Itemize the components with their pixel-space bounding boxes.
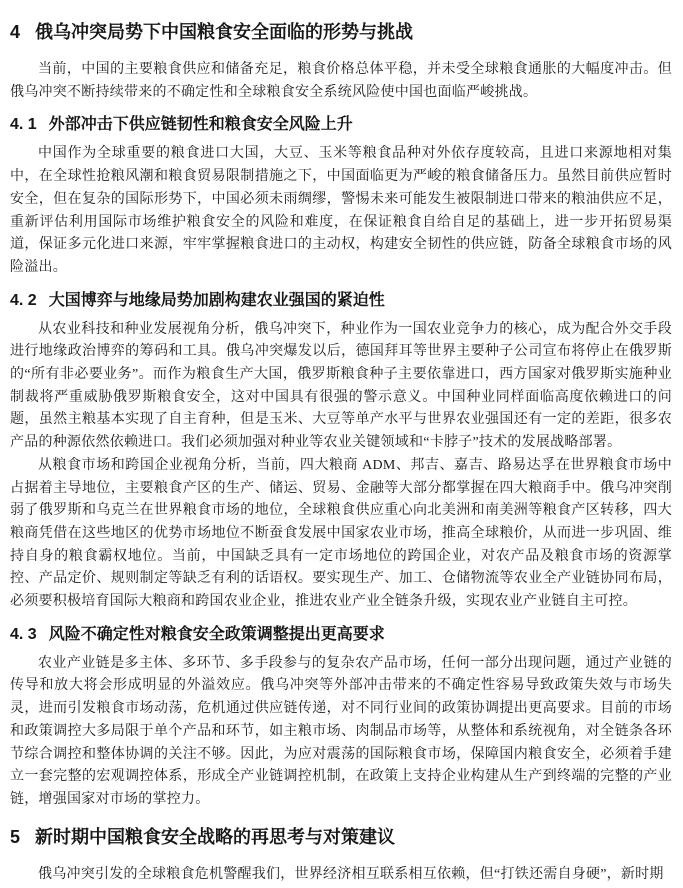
- section-number: 4: [10, 22, 21, 42]
- section-4-3: [10, 624, 672, 812]
- body-paragraph: 当前，中国的主要粮食供应和储备充足，粮食价格总体平稳，并未受全球粮食通胀的大幅度冲击。但俄乌冲突不断持续带来的不确定性和全球粮食安全系统风险使中国也面临严峻挑战。: [10, 62, 672, 100]
- subsection-title: 风险不确定性对粮食安全政策调整提出更高要求: [48, 625, 385, 643]
- section-title: 俄乌冲突局势下中国粮食安全面临的形势与挑战: [35, 22, 414, 42]
- subsection-heading: [10, 114, 672, 135]
- subsection-number: 4. 3: [10, 625, 37, 643]
- section-heading: [10, 826, 672, 849]
- section-4: [10, 21, 672, 104]
- subsection-heading: [10, 290, 672, 311]
- body-paragraph: 中国作为全球重要的粮食进口大国，大豆、玉米等粮食品种对外依存度较高，且进口来源地相对集中，在全球性抢粮风潮和粮食贸易限制措施之下，中国面临更为严峻的粮食储备压力。虽然目前供应暂时安全，但在复杂的国际形势下，中国必须未雨绸缪，警惕未来可能发生被限制进口带来的粮油供应不足，重新评估利用国际市场维护粮食安全的风险和难度，在保证粮食自给自足的基础上，进一步开拓贸易渠道，保证多元化进口来源，牢牢掌握粮食进口的主动权，构建安全韧性的供应链，防备全球粮食市场的风险溢出。: [10, 146, 672, 275]
- section-number: 5: [10, 826, 21, 847]
- subsection-title: 外部冲击下供应链韧性和粮食安全风险上升: [48, 116, 353, 134]
- section-heading: [10, 21, 672, 44]
- body-paragraph: 从农业科技和种业发展视角分析，俄乌冲突下，种业作为一国农业竞争力的核心，成为配合外交手段进行地缘政治博弈的筹码和工具。俄乌冲突爆发以后，德国拜耳等世界主要种子公司宣布将停止在俄罗斯的“所有非必要业务”。而作为粮食生产大国，俄罗斯粮食种子主要依靠进口，西方国家对俄罗斯实施种业制裁将严重威胁俄罗斯粮食安全，这对中国具有很强的警示意义。中国种业同样面临高度依赖进口的问题，虽然主粮基本实现了自主育种，但是玉米、大豆等单产水平与世界农业强国还有一定的差距，很多农产品的种源依然依赖进口。我们必须加强对种业等农业关键领域和“卡脖子”技术的发展战略部署。: [10, 321, 672, 451]
- subsection-heading: [10, 624, 672, 645]
- body-paragraph: 农业产业链是多主体、多环节、多手段参与的复杂农产品市场，任何一部分出现问题，通过产业链的传导和放大将会形成明显的外溢效应。俄乌冲突等外部冲击带来的不确定性容易导致政策失效与市场失灵，进而引发粮食市场动荡，危机通过供应链传递，对不同行业间的政策协调提出更高要求。目前的市场和政策调控大多局限于单个产品和环节，如主粮市场、肉制品市场等，从整体和系统视角，对全链条各环节综合调控和整体协调的关注不够。因此，为应对震荡的国际粮食市场，保障国内粮食安全，必须着手建立一套完整的宏观调控体系，形成全产业链调控机制，在政策上支持企业构建从生产到终端的完整的产业链，增强国家对市场的掌控力。: [10, 655, 672, 807]
- body-paragraph: 俄乌冲突引发的全球粮食危机警醒我们，世界经济相互联系相互依赖，但“打铁还需自身硬”，新时期: [38, 866, 664, 882]
- section-5: [10, 826, 672, 887]
- section-4-2: [10, 290, 672, 614]
- body-paragraph: 从粮食市场和跨国企业视角分析，当前，四大粮商 ADM、邦吉、嘉吉、路易达孚在世界粮食市场中占据着主导地位，主要粮食产区的生产、储运、贸易、金融等大部分都掌握在四大粮商手中。俄乌冲突削弱了俄罗斯和乌克兰在世界粮食市场的地位，全球粮食供应重心向北美洲和南美洲等粮食产区转移，四大粮商凭借在这些地区的优势市场地位不断蚕食发展中国家农业市场，推高全球粮价，从而进一步巩固、维持自身的粮食霸权地位。当前，中国缺乏具有一定市场地位的跨国企业，对农产品及粮食市场的资源掌控、产品定价、规则制定等缺乏有利的话语权。要实现生产、加工、仓储物流等农业全产业链协同布局，必须要积极培育国际大粮商和跨国农业企业，推进农业产业全链条升级，实现农业产业链自主可控。: [10, 457, 672, 610]
- section-title: 新时期中国粮食安全战略的再思考与对策建议: [35, 826, 396, 847]
- subsection-number: 4. 1: [10, 116, 37, 134]
- section-4-1: [10, 114, 672, 279]
- subsection-number: 4. 2: [10, 291, 37, 309]
- subsection-title: 大国博弈与地缘局势加剧构建农业强国的紧迫性: [48, 291, 385, 309]
